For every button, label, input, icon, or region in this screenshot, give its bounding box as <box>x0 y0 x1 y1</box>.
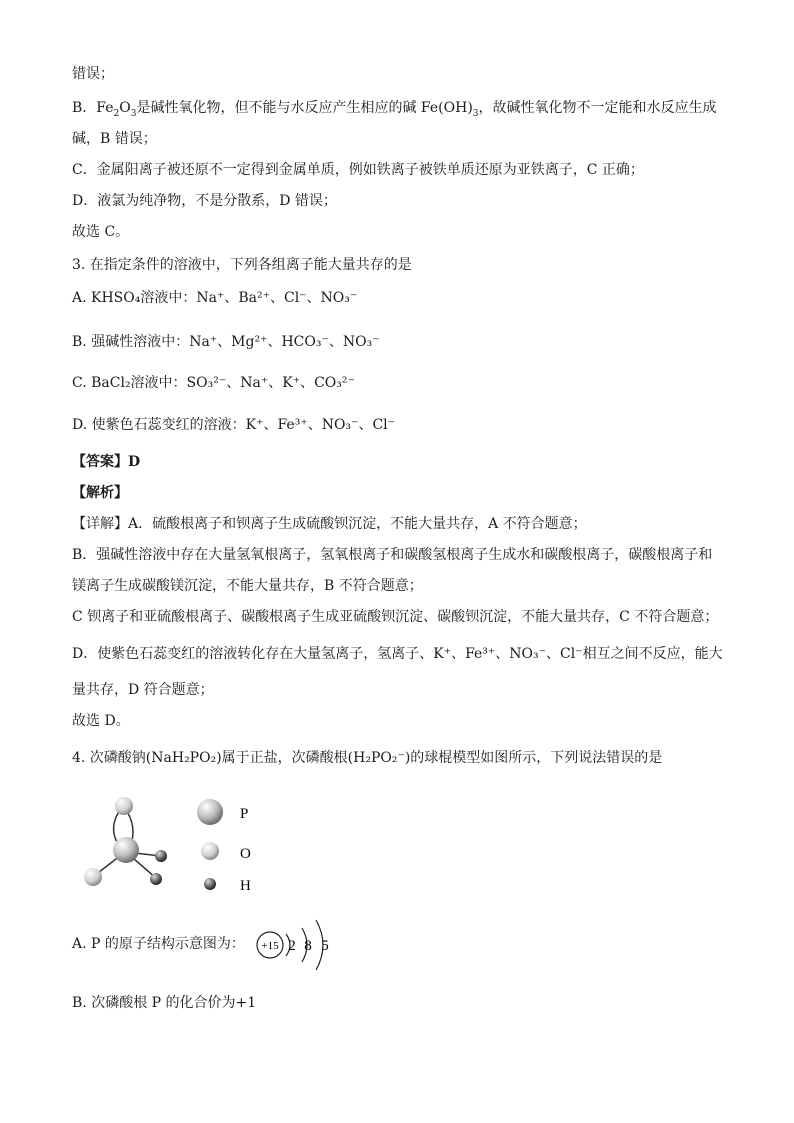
analysis-label: 【解析】 <box>72 485 128 501</box>
shell-3-count: 5 <box>321 938 329 954</box>
detail-line-5: D．使紫色石蕊变红的溶液转化存在大量氢离子，氢离子、K⁺、Fe³⁺、NO₃⁻、Cl⁻相互之间不反应，能大 <box>72 646 723 662</box>
question-3-option-b: B. 强碱性溶液中：Na⁺、Mg²⁺、HCO₃⁻、NO₃⁻ <box>72 334 380 350</box>
question-4: 4. 次磷酸钠(NaH₂PO₂)属于正盐，次磷酸根(H₂PO₂⁻)的球棍模型如图所示，下列说法错误的是 <box>72 750 663 766</box>
answer-label: 【答案】D <box>72 454 141 470</box>
text-line-1: 错误； <box>72 66 114 82</box>
question-3-option-c: C. BaCl₂溶液中：SO₃²⁻、Na⁺、K⁺、CO₃²⁻ <box>72 375 355 391</box>
oxygen-atom-top <box>115 797 133 815</box>
nucleus-charge: +15 <box>261 940 279 952</box>
legend-o-ball <box>201 842 219 860</box>
question-4-option-a: A. P 的原子结构示意图为： <box>72 936 245 952</box>
text-line-5: D．液氯为纯净物，不是分散系，D 错误； <box>72 193 337 209</box>
legend-h-ball <box>204 878 216 890</box>
detail-line-7: 故选 D。 <box>72 713 130 729</box>
detail-line-3: 镁离子生成碳酸镁沉淀，不能大量共存，B 不符合题意； <box>72 578 423 594</box>
text-line-4: C．金属阳离子被还原不一定得到金属单质，例如铁离子被铁单质还原为亚铁离子，C 正确； <box>72 162 644 178</box>
ball-stick-model-diagram <box>70 790 370 900</box>
text-line-3: 碱，B 错误； <box>72 131 157 147</box>
phosphorus-atom <box>113 837 139 863</box>
legend-p-ball <box>197 799 223 825</box>
molecule-model <box>84 797 167 886</box>
hydrogen-atom-2 <box>150 873 162 885</box>
text-line-6: 故选 C。 <box>72 224 130 240</box>
question-3-option-d: D. 使紫色石蕊变红的溶液：K⁺、Fe³⁺、NO₃⁻、Cl⁻ <box>72 417 396 433</box>
atomic-structure-diagram <box>250 910 360 980</box>
detail-line-2: B．强碱性溶液中存在大量氢氧根离子，氢氧根离子和碳酸氢根离子生成水和碳酸根离子，碳酸根离子和 <box>72 547 713 563</box>
detail-line-6: 量共存，D 符合题意； <box>72 682 214 698</box>
question-3-option-a: A. KHSO₄溶液中：Na⁺、Ba²⁺、Cl⁻、NO₃⁻ <box>72 290 358 306</box>
legend-h-label: H <box>240 878 251 894</box>
legend <box>197 799 251 894</box>
legend-o-label: O <box>240 846 251 862</box>
shell-1-count: 2 <box>288 938 296 954</box>
text-line-2: B．$Fe_2O_3$是碱性氧化物，但不能与水反应产生相应的碱 $Fe(OH)_3$，故碱性氧化物不一定能和水反应生成 <box>72 100 717 119</box>
shell-2-count: 8 <box>304 938 312 954</box>
legend-p-label: P <box>240 806 249 822</box>
hydrogen-atom-1 <box>155 850 167 862</box>
question-3: 3. 在指定条件的溶液中，下列各组离子能大量共存的是 <box>72 257 412 273</box>
detail-line-4: C 钡离子和亚硫酸根离子、碳酸根离子生成亚硫酸钡沉淀、碳酸钡沉淀，不能大量共存，C 不符合题意； <box>72 609 719 625</box>
detail-line-1: 【详解】A．硫酸根离子和钡离子生成硫酸钡沉淀，不能大量共存，A 不符合题意； <box>72 516 587 532</box>
oxygen-atom-left <box>84 868 102 886</box>
question-4-option-b: B. 次磷酸根 P 的化合价为+1 <box>72 995 257 1011</box>
